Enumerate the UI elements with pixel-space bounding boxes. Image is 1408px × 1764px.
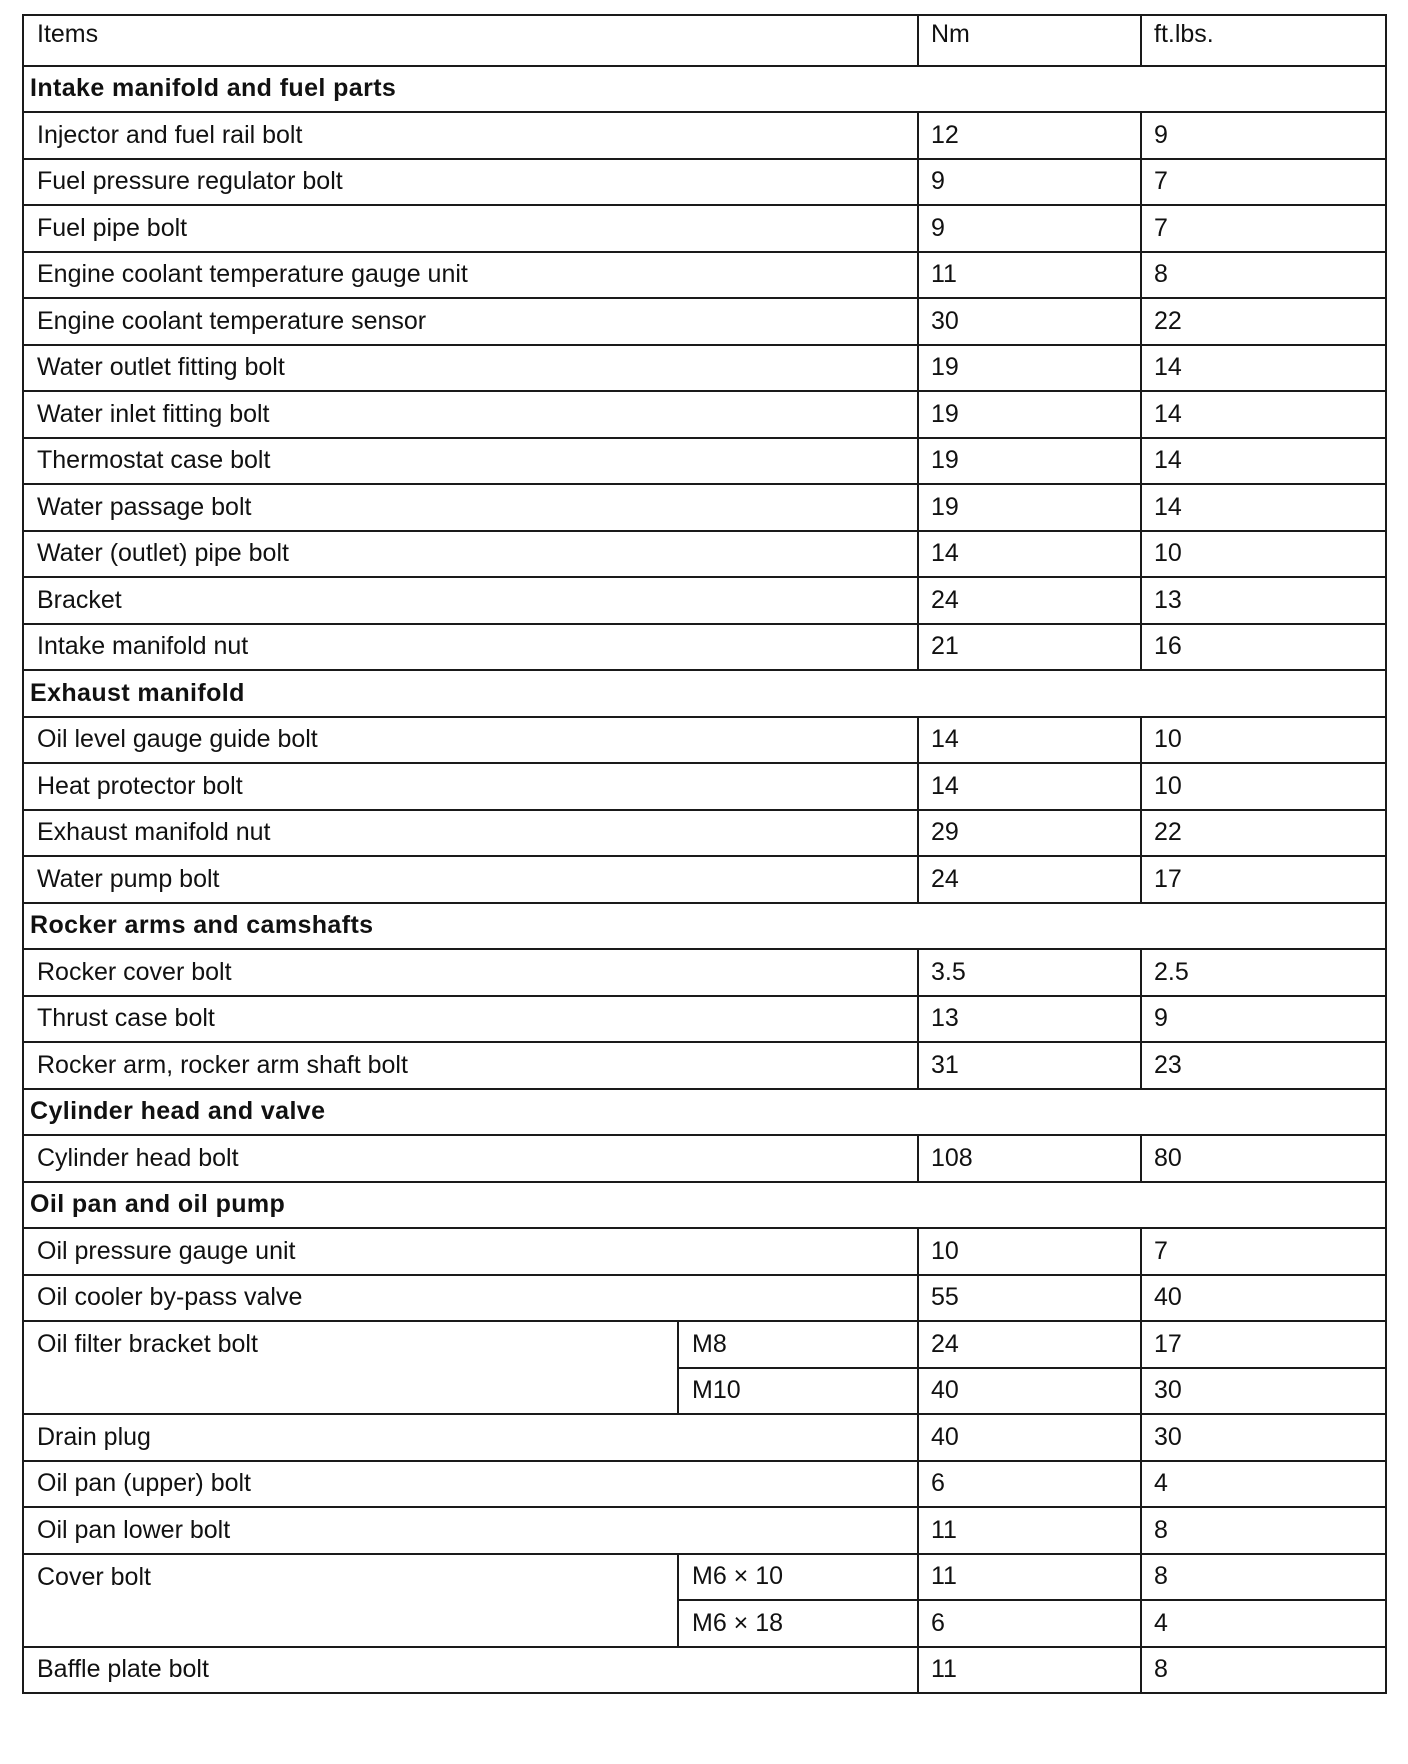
torque-nm: 19 (918, 438, 1141, 485)
item-name: Drain plug (23, 1414, 918, 1461)
item-name: Water pump bolt (23, 856, 918, 903)
item-name: Fuel pipe bolt (23, 205, 918, 252)
torque-nm: 31 (918, 1042, 1141, 1089)
table-row (23, 1228, 1386, 1275)
section-header-row (23, 903, 1386, 950)
torque-nm: 40 (918, 1368, 1141, 1415)
section-header-row (23, 1089, 1386, 1136)
item-name: Water inlet fitting bolt (23, 391, 918, 438)
item-name: Baffle plate bolt (23, 1647, 918, 1694)
torque-nm: 55 (918, 1275, 1141, 1322)
torque-nm: 6 (918, 1461, 1141, 1508)
item-name: Injector and fuel rail bolt (23, 112, 918, 159)
table-row (23, 438, 1386, 485)
bolt-size: M6 × 10 (678, 1554, 918, 1601)
torque-ftlbs: 9 (1141, 112, 1386, 159)
item-name: Heat protector bolt (23, 763, 918, 810)
torque-ftlbs: 7 (1141, 205, 1386, 252)
item-name: Cylinder head bolt (23, 1135, 918, 1182)
torque-spec-sheet (22, 14, 1385, 1694)
torque-nm: 24 (918, 856, 1141, 903)
table-row (23, 531, 1386, 578)
torque-nm: 24 (918, 577, 1141, 624)
torque-ftlbs: 10 (1141, 717, 1386, 764)
table-row (23, 298, 1386, 345)
torque-spec-table (22, 14, 1387, 1694)
torque-nm: 19 (918, 391, 1141, 438)
item-name: Water passage bolt (23, 484, 918, 531)
header-nm: Nm (918, 15, 1141, 66)
section-header-row (23, 66, 1386, 113)
item-name: Exhaust manifold nut (23, 810, 918, 857)
item-name: Rocker arm, rocker arm shaft bolt (23, 1042, 918, 1089)
item-name: Thrust case bolt (23, 996, 918, 1043)
torque-ftlbs: 17 (1141, 856, 1386, 903)
section-title: Exhaust manifold (23, 670, 1386, 717)
item-name: Oil pan lower bolt (23, 1507, 918, 1554)
table-row (23, 717, 1386, 764)
table-row (23, 1414, 1386, 1461)
item-name: Oil filter bracket bolt (23, 1321, 678, 1414)
torque-ftlbs: 10 (1141, 531, 1386, 578)
torque-nm: 14 (918, 717, 1141, 764)
item-name: Bracket (23, 577, 918, 624)
torque-nm: 40 (918, 1414, 1141, 1461)
bolt-size: M6 × 18 (678, 1600, 918, 1647)
item-name: Oil pressure gauge unit (23, 1228, 918, 1275)
torque-nm: 9 (918, 159, 1141, 206)
torque-nm: 11 (918, 1647, 1141, 1694)
table-row (23, 1275, 1386, 1322)
torque-ftlbs: 30 (1141, 1414, 1386, 1461)
table-row (23, 252, 1386, 299)
table-row (23, 1321, 1386, 1368)
item-name: Water outlet fitting bolt (23, 345, 918, 392)
torque-nm: 30 (918, 298, 1141, 345)
section-title: Rocker arms and camshafts (23, 903, 1386, 950)
torque-ftlbs: 22 (1141, 810, 1386, 857)
torque-nm: 13 (918, 996, 1141, 1043)
table-row (23, 996, 1386, 1043)
torque-ftlbs: 14 (1141, 345, 1386, 392)
torque-ftlbs: 30 (1141, 1368, 1386, 1415)
torque-nm: 19 (918, 484, 1141, 531)
torque-nm: 12 (918, 112, 1141, 159)
torque-ftlbs: 7 (1141, 159, 1386, 206)
table-row (23, 763, 1386, 810)
torque-ftlbs: 13 (1141, 577, 1386, 624)
torque-ftlbs: 8 (1141, 1507, 1386, 1554)
table-row (23, 345, 1386, 392)
item-name: Engine coolant temperature gauge unit (23, 252, 918, 299)
table-row (23, 391, 1386, 438)
item-name: Oil cooler by-pass valve (23, 1275, 918, 1322)
torque-nm: 6 (918, 1600, 1141, 1647)
table-row (23, 577, 1386, 624)
item-name: Fuel pressure regulator bolt (23, 159, 918, 206)
torque-ftlbs: 14 (1141, 438, 1386, 485)
item-name: Engine coolant temperature sensor (23, 298, 918, 345)
item-name: Oil level gauge guide bolt (23, 717, 918, 764)
item-name: Rocker cover bolt (23, 949, 918, 996)
table-row (23, 1042, 1386, 1089)
table-body (23, 15, 1386, 1693)
table-row (23, 205, 1386, 252)
torque-ftlbs: 23 (1141, 1042, 1386, 1089)
table-row (23, 112, 1386, 159)
table-row (23, 856, 1386, 903)
header-items: Items (23, 15, 918, 66)
torque-nm: 24 (918, 1321, 1141, 1368)
torque-nm: 108 (918, 1135, 1141, 1182)
header-row (23, 15, 1386, 66)
torque-ftlbs: 40 (1141, 1275, 1386, 1322)
table-row (23, 810, 1386, 857)
section-title: Intake manifold and fuel parts (23, 66, 1386, 113)
torque-nm: 11 (918, 1554, 1141, 1601)
torque-ftlbs: 14 (1141, 484, 1386, 531)
bolt-size: M8 (678, 1321, 918, 1368)
torque-ftlbs: 22 (1141, 298, 1386, 345)
header-ftlbs: ft.lbs. (1141, 15, 1386, 66)
torque-ftlbs: 8 (1141, 1554, 1386, 1601)
torque-nm: 29 (918, 810, 1141, 857)
torque-nm: 3.5 (918, 949, 1141, 996)
torque-nm: 14 (918, 531, 1141, 578)
torque-ftlbs: 16 (1141, 624, 1386, 671)
table-row (23, 1554, 1386, 1601)
torque-ftlbs: 14 (1141, 391, 1386, 438)
torque-ftlbs: 8 (1141, 252, 1386, 299)
section-header-row (23, 1182, 1386, 1229)
table-row (23, 1647, 1386, 1694)
item-name: Intake manifold nut (23, 624, 918, 671)
table-row (23, 1461, 1386, 1508)
section-header-row (23, 670, 1386, 717)
section-title: Oil pan and oil pump (23, 1182, 1386, 1229)
torque-ftlbs: 2.5 (1141, 949, 1386, 996)
bolt-size: M10 (678, 1368, 918, 1415)
table-row (23, 159, 1386, 206)
item-name: Water (outlet) pipe bolt (23, 531, 918, 578)
torque-nm: 9 (918, 205, 1141, 252)
torque-ftlbs: 8 (1141, 1647, 1386, 1694)
table-row (23, 1135, 1386, 1182)
table-row (23, 1507, 1386, 1554)
torque-nm: 21 (918, 624, 1141, 671)
table-row (23, 949, 1386, 996)
section-title: Cylinder head and valve (23, 1089, 1386, 1136)
torque-nm: 19 (918, 345, 1141, 392)
torque-ftlbs: 4 (1141, 1461, 1386, 1508)
torque-nm: 10 (918, 1228, 1141, 1275)
table-row (23, 624, 1386, 671)
torque-nm: 11 (918, 252, 1141, 299)
torque-ftlbs: 7 (1141, 1228, 1386, 1275)
item-name: Cover bolt (23, 1554, 678, 1647)
torque-ftlbs: 17 (1141, 1321, 1386, 1368)
table-row (23, 484, 1386, 531)
torque-nm: 11 (918, 1507, 1141, 1554)
torque-ftlbs: 10 (1141, 763, 1386, 810)
torque-ftlbs: 9 (1141, 996, 1386, 1043)
torque-ftlbs: 4 (1141, 1600, 1386, 1647)
torque-nm: 14 (918, 763, 1141, 810)
item-name: Oil pan (upper) bolt (23, 1461, 918, 1508)
item-name: Thermostat case bolt (23, 438, 918, 485)
torque-ftlbs: 80 (1141, 1135, 1386, 1182)
